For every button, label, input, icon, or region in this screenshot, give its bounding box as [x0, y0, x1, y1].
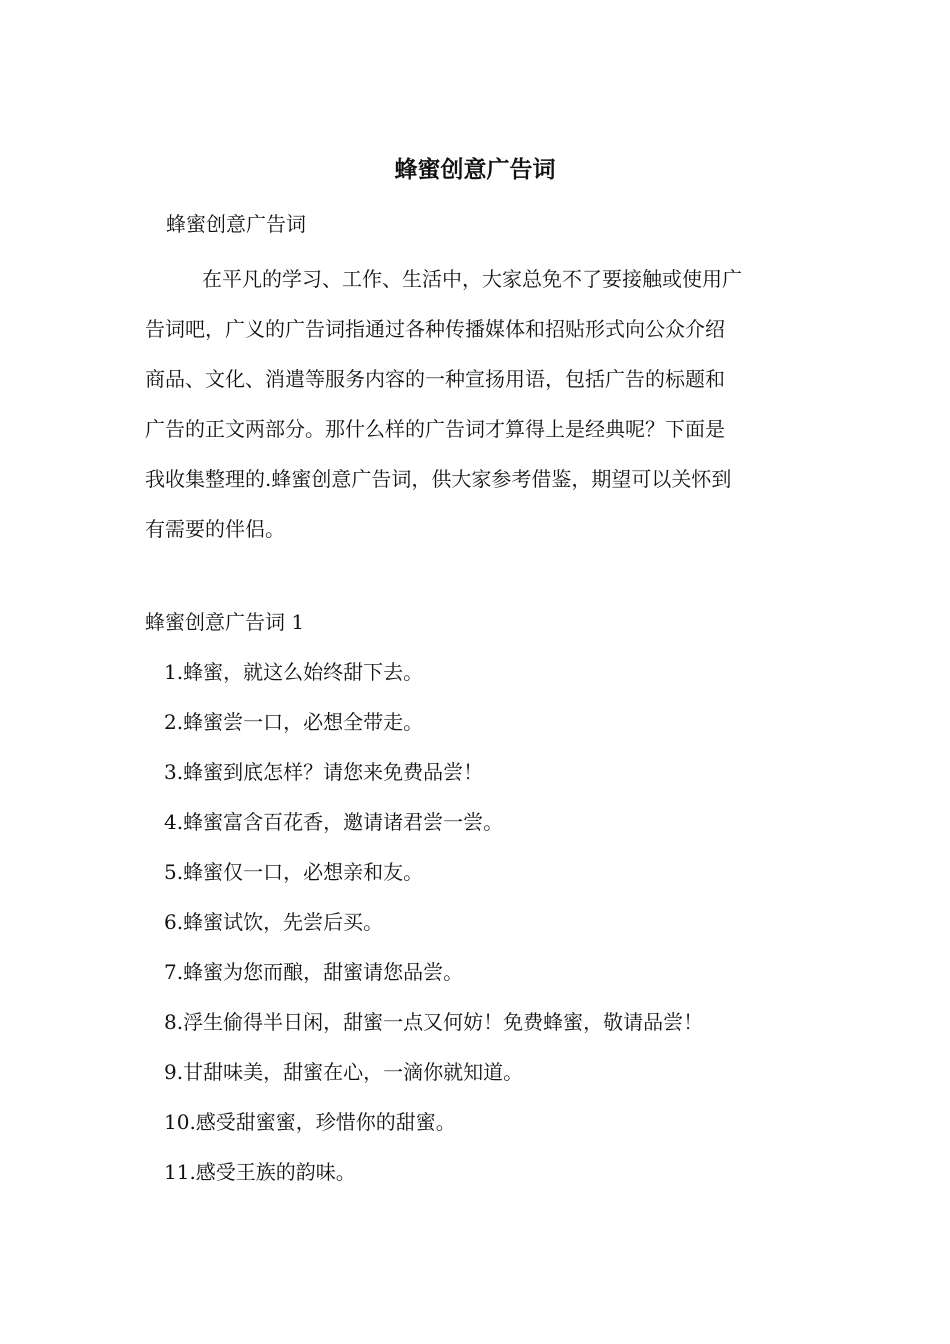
section-heading: 蜂蜜创意广告词 1 — [145, 610, 305, 634]
slogan-item: 2.蜂蜜尝一口，必想全带走。 — [164, 710, 424, 734]
slogan-item: 3.蜂蜜到底怎样？请您来免费品尝！ — [164, 760, 484, 784]
intro-line: 在平凡的学习、工作、生活中，大家总免不了要接触或使用广 — [202, 267, 742, 291]
intro-line: 有需要的伴侣。 — [145, 517, 285, 541]
slogan-item: 8.浮生偷得半日闲，甜蜜一点又何妨！免费蜂蜜，敬请品尝！ — [164, 1010, 704, 1034]
intro-line: 告词吧，广义的广告词指通过各种传播媒体和招贴形式向公众介绍 — [145, 317, 725, 341]
document-title: 蜂蜜创意广告词 — [394, 156, 556, 183]
document-subtitle: 蜂蜜创意广告词 — [166, 212, 306, 236]
intro-line: 我收集整理的.蜂蜜创意广告词，供大家参考借鉴，期望可以关怀到 — [145, 467, 732, 491]
slogan-item: 4.蜂蜜富含百花香，邀请诸君尝一尝。 — [164, 810, 504, 834]
slogan-item: 7.蜂蜜为您而酿，甜蜜请您品尝。 — [164, 960, 464, 984]
slogan-item: 6.蜂蜜试饮，先尝后买。 — [164, 910, 384, 934]
slogan-item: 9.甘甜味美，甜蜜在心，一滴你就知道。 — [164, 1060, 524, 1084]
slogan-item: 5.蜂蜜仅一口，必想亲和友。 — [164, 860, 424, 884]
intro-paragraph — [145, 254, 810, 554]
slogan-list — [164, 654, 703, 1204]
slogan-item: 10.感受甜蜜蜜，珍惜你的甜蜜。 — [164, 1110, 456, 1134]
slogan-item: 1.蜂蜜，就这么始终甜下去。 — [164, 660, 424, 684]
slogan-item: 11.感受王族的韵味。 — [164, 1160, 356, 1184]
intro-line: 商品、文化、消遣等服务内容的一种宣扬用语，包括广告的标题和 — [145, 367, 725, 391]
intro-line: 广告的正文两部分。那什么样的广告词才算得上是经典呢？下面是 — [145, 417, 725, 441]
